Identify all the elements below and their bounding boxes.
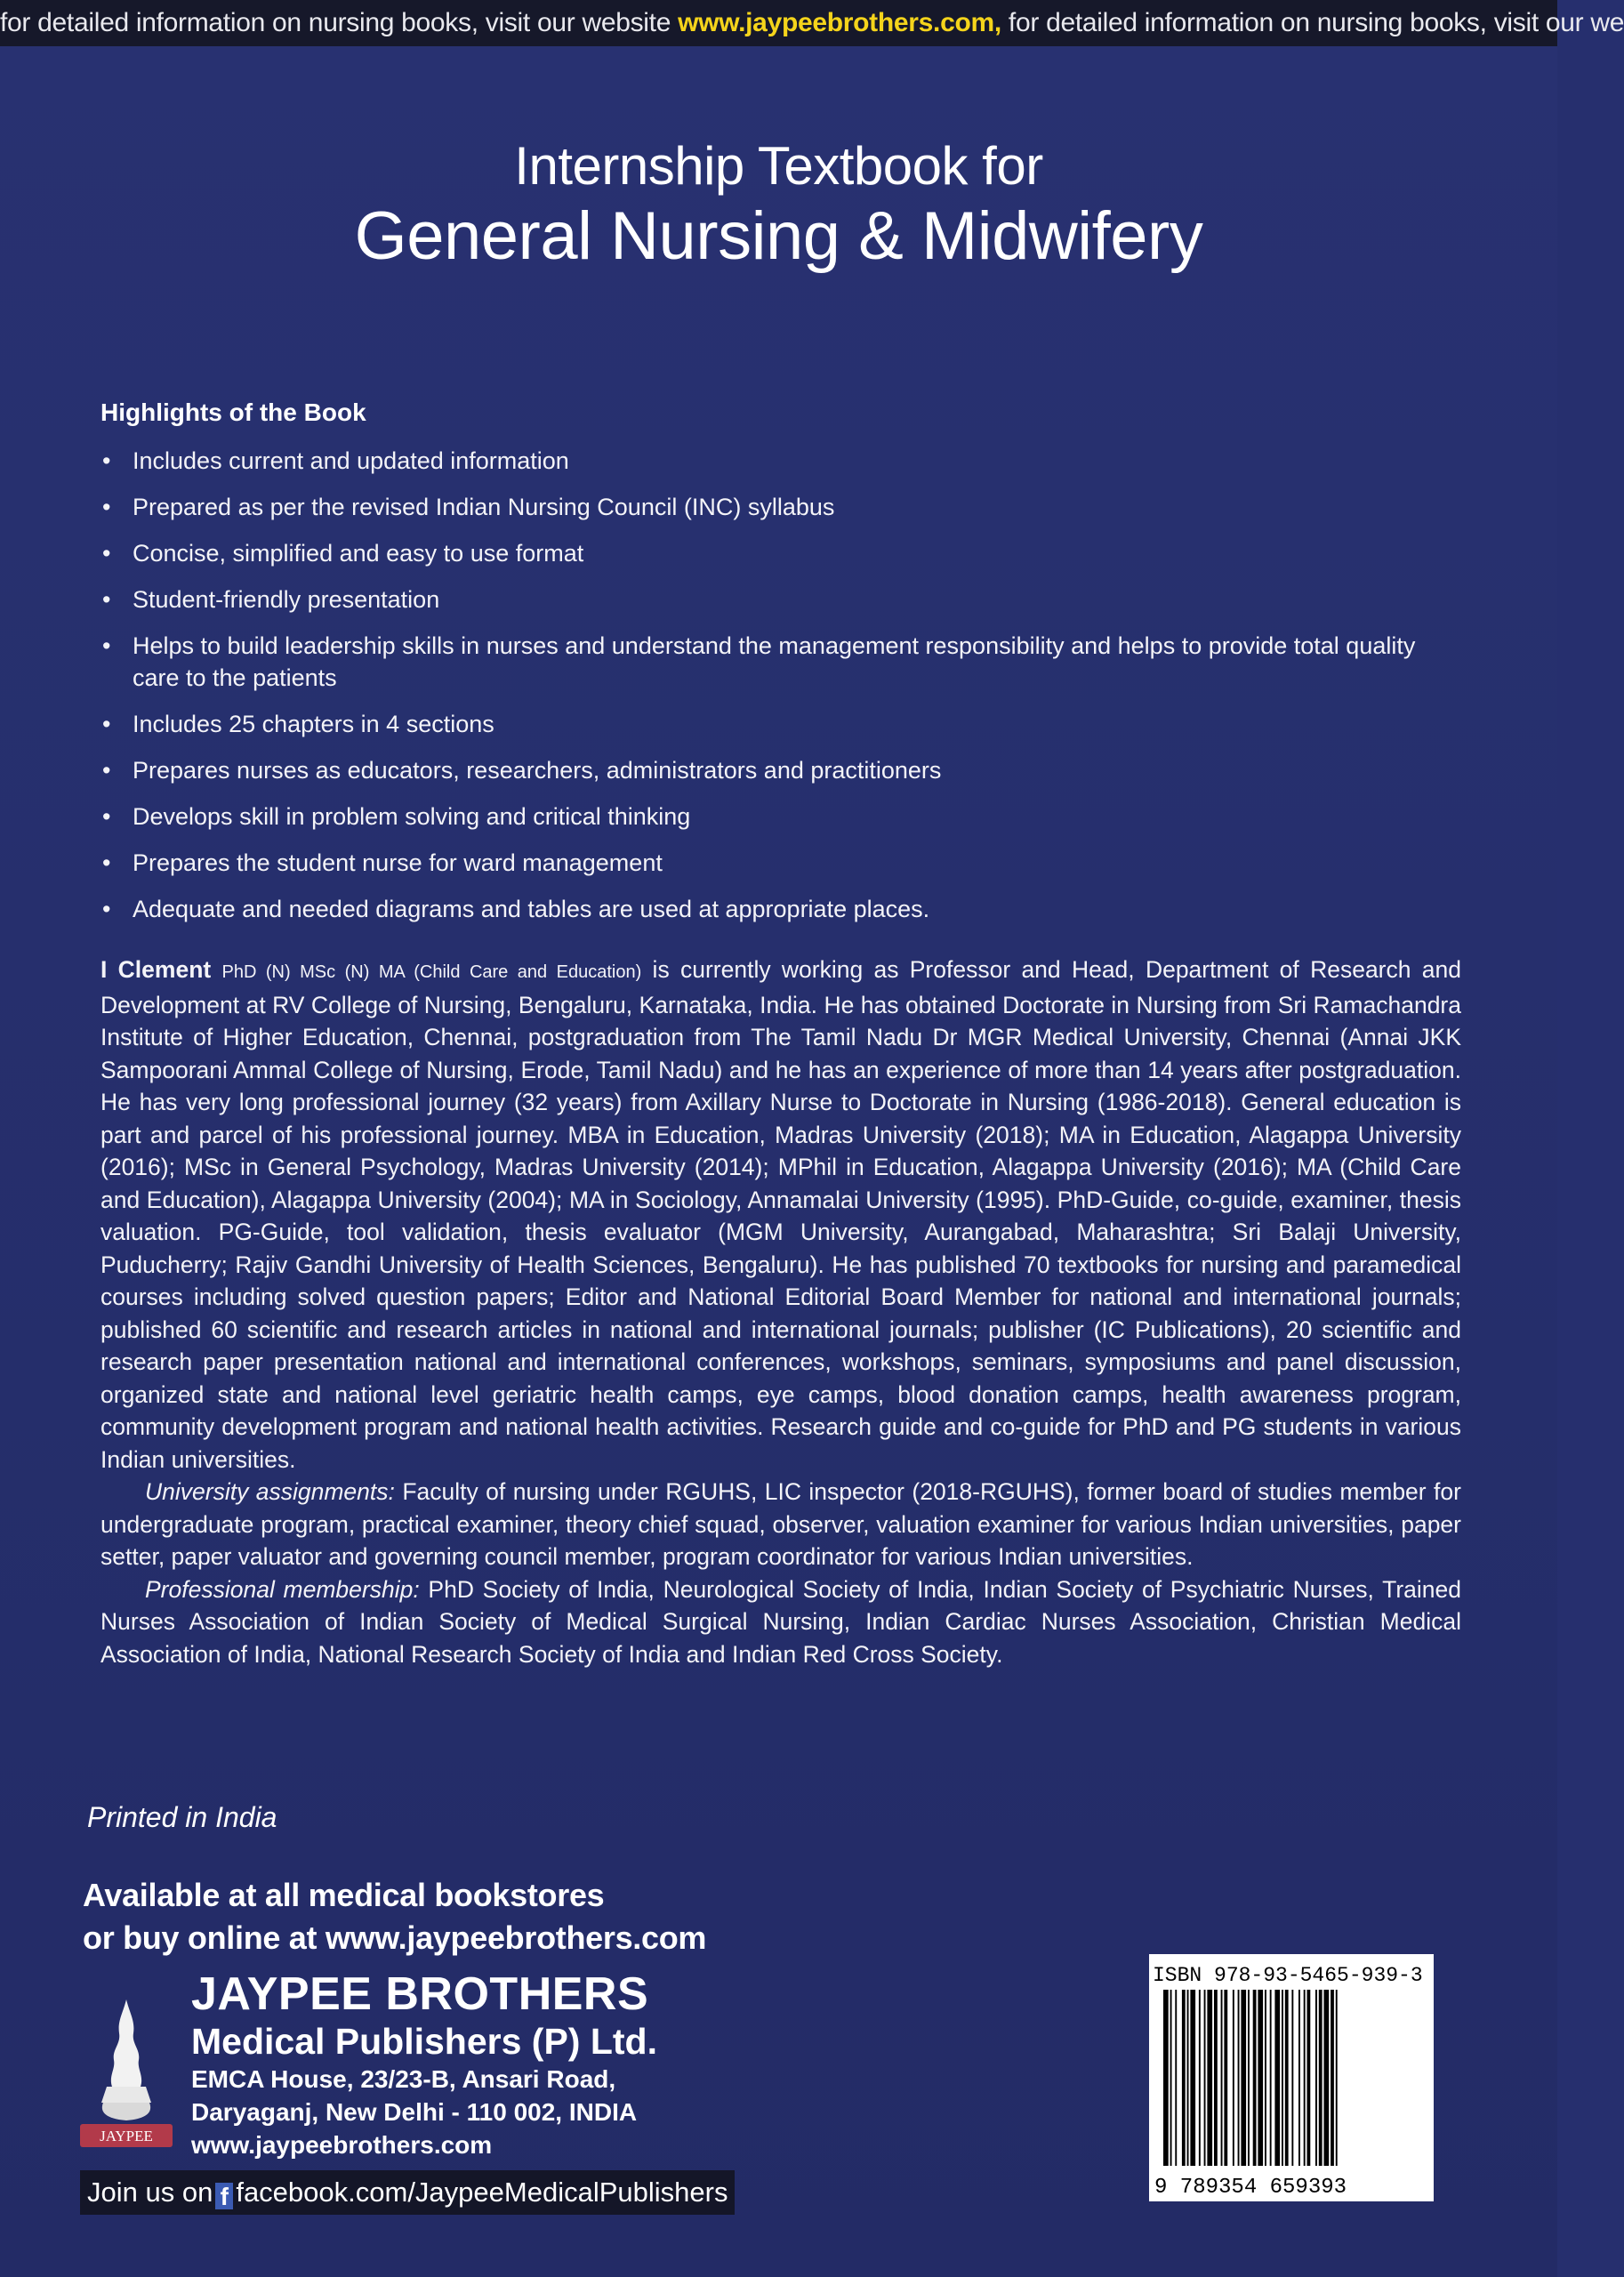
- banner-text-1: for detailed information on nursing books, visit our website: [0, 8, 679, 37]
- availability-note: [83, 1874, 706, 1959]
- facebook-icon: f: [215, 2183, 233, 2209]
- bullet-icon: •: [102, 494, 111, 520]
- barcode-bar: [1265, 1990, 1266, 2166]
- assignments-text: Faculty of nursing under RGUHS, LIC inspector (2018-RGUHS), former board of studies member for undergraduate program, practical examiner, theory chief squad, observer, valuation examiner for various Indian universities, paper setter, paper valuator and governing council member, program coordinator for various Indian universities.: [100, 1478, 1461, 1570]
- highlight-item: • Includes current and updated information: [100, 445, 1461, 477]
- barcode-bar: [1163, 1990, 1169, 2166]
- barcode-bar: [1248, 1990, 1250, 2166]
- barcode-bar: [1307, 1990, 1311, 2166]
- jaypee-logo-icon: [76, 1994, 176, 2154]
- book-title-line2: General Nursing & Midwifery: [354, 198, 1203, 274]
- barcode-bar: [1304, 1990, 1306, 2166]
- isbn-barcode: [1149, 1954, 1434, 2201]
- author-bio-text: is currently working as Professor and Head, Department of Research and Development at RV College of Nursing, Bengaluru, Karnataka, India. He has obtained Doctorate in Nursing from Sri Ramachandra Institute of Higher Education, Chennai, postgraduation from The Tamil Nadu Dr MGR Medical University, Chennai (Annai JKK Sampoorani Ammal College of Nursing, Erode, Tamil Nadu) and he has an experience of more than 14 years after postgraduation. He has very long professional journey (32 years) from Axillary Nurse to Doctorate in Nursing (1986-2018). General education is part and parcel of his professional journey. MBA in Education, Madras University (2018); MA in Education, Alagappa University (2016); MSc in General Psychology, Madras University (2014); MPhil in Education, Alagappa University (2016); MA (Child Care and Education), Alagappa University (2004); MA in Sociology, Annamalai University (1995). PhD-Guide, co-guide, examiner, thesis valuation. PG-Guide, tool validation, thesis evaluator (MGM University, Aurangabad, Maharashtra; Sri Balaji University, Puducherry; Rajiv Gandhi University of Health Sciences, Bengaluru). He has published 70 textbooks for nursing and paramedical courses including solved question papers; Editor and National Editorial Board Member for national and international journals; published 60 scientific and research articles in national and international journals; publisher (IC Publications), 20 scientific and research paper presentation national and international conferences, workshops, seminars, symposiums and panel discussion, organized state and national level geriatric health camps, eye camps, blood donation camps, health awareness program, community development program and national health activities. Research guide and co-guide for PhD and PG students in various Indian universities.: [100, 956, 1461, 1473]
- bullet-icon: •: [102, 711, 111, 737]
- barcode-bar: [1241, 1990, 1246, 2166]
- membership-lead: Professional membership:: [145, 1575, 420, 1603]
- barcode-bar: [1175, 1990, 1177, 2166]
- barcode-bar: [1204, 1990, 1206, 2166]
- barcode-bar: [1274, 1990, 1280, 2166]
- highlight-item: • Prepares the student nurse for ward management: [100, 847, 1461, 879]
- barcode-bar: [1324, 1990, 1330, 2166]
- bullet-icon: •: [102, 586, 111, 613]
- isbn-digits: 9 789354 659393: [1154, 2176, 1347, 2200]
- top-banner: [0, 0, 1624, 46]
- highlight-item: • Helps to build leadership skills in nurses and understand the management responsibility and helps to provide total quality care to the patients: [100, 630, 1461, 694]
- author-bio: [100, 953, 1461, 1670]
- social-prefix: Join us on: [87, 2176, 213, 2208]
- highlights-list: [100, 445, 1461, 939]
- barcode-bar: [1207, 1990, 1212, 2166]
- publisher-website[interactable]: www.jaypeebrothers.com: [191, 2131, 493, 2159]
- publisher-name: JAYPEE BROTHERS: [191, 1968, 649, 2020]
- barcode-bar: [1253, 1990, 1257, 2166]
- author-assignments: [100, 1476, 1461, 1573]
- author-name: I Clement: [100, 956, 212, 983]
- barcode-bar: [1298, 1990, 1300, 2166]
- barcode-bar: [1221, 1990, 1223, 2166]
- barcode-bar: [1199, 1990, 1201, 2166]
- isbn-label: ISBN 978-93-5465-939-3: [1153, 1964, 1423, 1987]
- book-title-line1: Internship Textbook for: [514, 136, 1043, 196]
- barcode-bar: [1319, 1990, 1323, 2166]
- author-credentials: PhD (N) MSc (N) MA (Child Care and Education): [221, 962, 642, 982]
- highlight-item: • Prepared as per the revised Indian Nursing Council (INC) syllabus: [100, 491, 1461, 523]
- bullet-icon: •: [102, 849, 111, 876]
- bullet-icon: •: [102, 447, 111, 474]
- publisher-address-1: EMCA House, 23/23-B, Ansari Road,: [191, 2065, 616, 2093]
- bullet-icon: •: [102, 632, 111, 659]
- barcode-bar: [1270, 1990, 1272, 2166]
- barcode-bar: [1331, 1990, 1334, 2166]
- barcode-bar: [1291, 1990, 1293, 2166]
- barcode-bar: [1238, 1990, 1240, 2166]
- barcode-bar: [1224, 1990, 1227, 2166]
- barcode-bar: [1182, 1990, 1186, 2166]
- author-membership: [100, 1573, 1461, 1671]
- barcode-bar: [1170, 1990, 1172, 2166]
- bullet-icon: •: [102, 896, 111, 922]
- membership-text: PhD Society of India, Neurological Society of India, Indian Society of Psychiatric Nurses, Trained Nurses Association of Indian Society of Medical Surgical Nursing, Indian Cardiac Nurses Association, Christian Medical Association of India, National Research Society of India and Indian Red Cross Society.: [100, 1575, 1461, 1668]
- barcode-bar: [1187, 1990, 1189, 2166]
- highlight-item: • Student-friendly presentation: [100, 583, 1461, 616]
- printed-in: Printed in India: [87, 1801, 277, 1833]
- bullet-icon: •: [102, 757, 111, 784]
- highlight-item: • Develops skill in problem solving and critical thinking: [100, 801, 1461, 833]
- assignments-lead: University assignments:: [145, 1478, 395, 1505]
- availability-line1: Available at all medical bookstores: [83, 1877, 605, 1913]
- barcode-bar: [1214, 1990, 1218, 2166]
- logo-text: JAYPEE: [100, 2128, 153, 2144]
- barcode-bar: [1285, 1990, 1289, 2166]
- highlight-item: • Includes 25 chapters in 4 sections: [100, 708, 1461, 740]
- publisher-block: [191, 1968, 657, 2161]
- author-bio-main: [100, 953, 1461, 1476]
- bullet-icon: •: [102, 540, 111, 567]
- barcode-bar: [1190, 1990, 1195, 2166]
- barcode-bar: [1233, 1990, 1234, 2166]
- social-link[interactable]: [80, 2170, 735, 2215]
- social-handle[interactable]: facebook.com/JaypeeMedicalPublishers: [236, 2176, 728, 2208]
- banner-text-2: for detailed information on nursing books, visit our we: [1001, 8, 1624, 37]
- barcode-bar: [1282, 1990, 1283, 2166]
- highlight-item: • Prepares nurses as educators, researchers, administrators and practitioners: [100, 754, 1461, 786]
- availability-line2[interactable]: or buy online at www.jaypeebrothers.com: [83, 1919, 707, 1956]
- barcode-bar: [1336, 1990, 1338, 2166]
- banner-website-link[interactable]: www.jaypeebrothers.com,: [678, 8, 1001, 37]
- highlight-item: • Concise, simplified and easy to use format: [100, 537, 1461, 569]
- highlight-item: • Adequate and needed diagrams and tables are used at appropriate places.: [100, 893, 1461, 925]
- publisher-subtitle: Medical Publishers (P) Ltd.: [191, 2021, 657, 2062]
- barcode-bar: [1315, 1990, 1317, 2166]
- bullet-icon: •: [102, 803, 111, 830]
- highlights-heading: Highlights of the Book: [100, 398, 366, 426]
- publisher-address-2: Daryaganj, New Delhi - 110 002, INDIA: [191, 2098, 638, 2126]
- barcode-bar: [1258, 1990, 1263, 2166]
